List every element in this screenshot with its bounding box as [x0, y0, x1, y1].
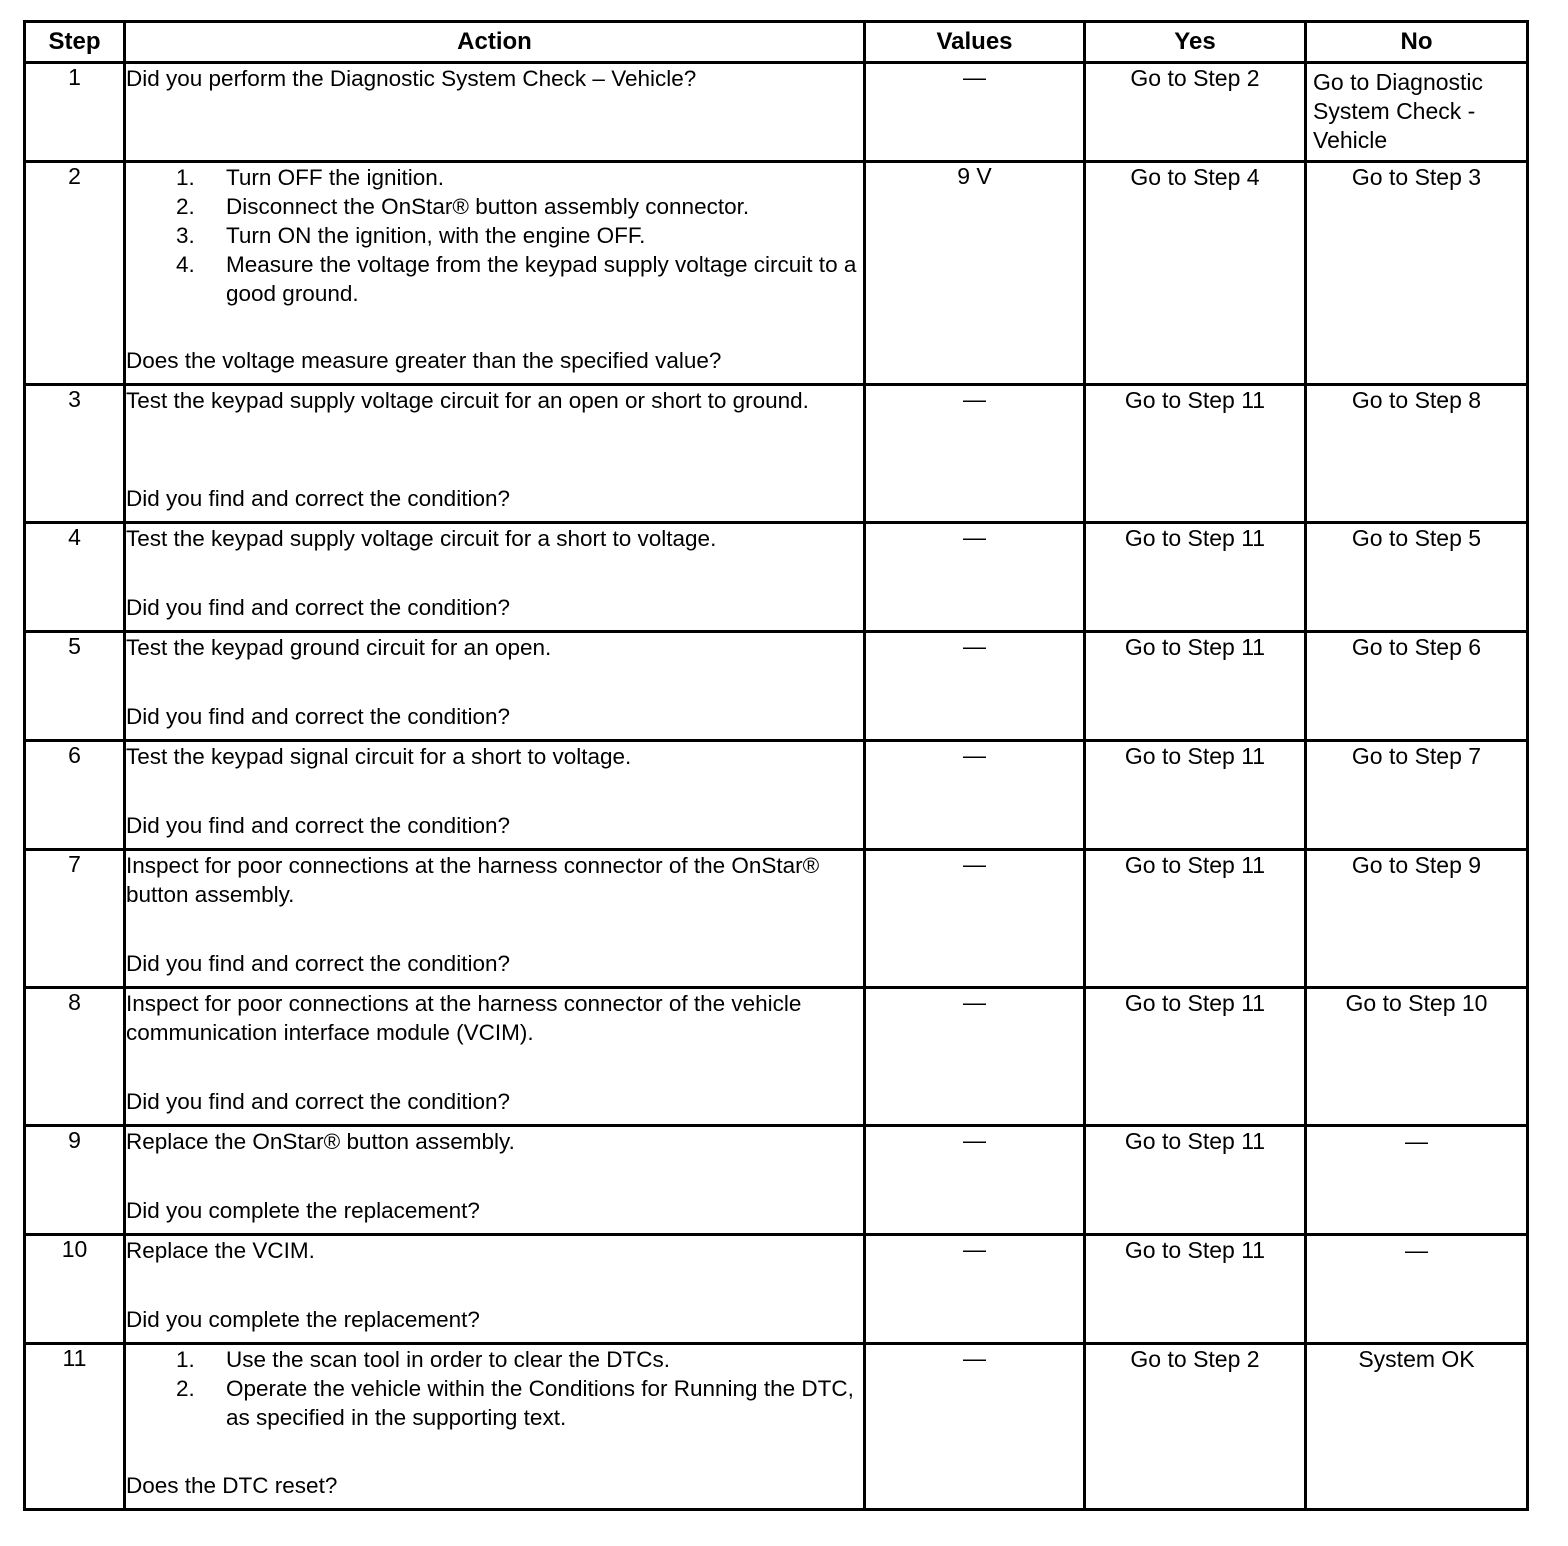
- no-cell: Go to Step 9: [1306, 850, 1528, 988]
- action-cell: [125, 385, 865, 523]
- action-question: Did you complete the replacement?: [126, 1198, 480, 1223]
- header-step: Step: [25, 22, 125, 63]
- action-question: Did you find and correct the condition?: [126, 486, 510, 511]
- table-row: [25, 1126, 1528, 1235]
- yes-cell: Go to Step 4: [1085, 162, 1306, 385]
- header-yes: Yes: [1085, 22, 1306, 63]
- action-cell: [125, 988, 865, 1126]
- action-question: Did you find and correct the condition?: [126, 595, 510, 620]
- table-row: [25, 523, 1528, 632]
- step-number: 6: [25, 741, 125, 850]
- action-cell: [125, 1126, 865, 1235]
- instruction-item: 1. Turn OFF the ignition.: [176, 163, 863, 192]
- yes-cell: Go to Step 11: [1085, 1126, 1306, 1235]
- action-cell: [125, 632, 865, 741]
- action-cell: [125, 1235, 865, 1344]
- yes-cell: Go to Step 11: [1085, 523, 1306, 632]
- step-number: 1: [25, 63, 125, 162]
- value-cell: —: [865, 63, 1085, 162]
- action-text: Test the keypad ground circuit for an open.: [126, 635, 552, 660]
- step-number: 3: [25, 385, 125, 523]
- step-number: 2: [25, 162, 125, 385]
- instruction-item: 3. Turn ON the ignition, with the engine OFF.: [176, 221, 863, 250]
- action-question: Does the DTC reset?: [126, 1473, 338, 1498]
- table-row: [25, 1235, 1528, 1344]
- yes-cell: Go to Step 11: [1085, 988, 1306, 1126]
- no-cell: Go to Step 6: [1306, 632, 1528, 741]
- instruction-item: 2. Operate the vehicle within the Conditions for Running the DTC, as specified in the supporting text.: [176, 1374, 863, 1432]
- value-cell: —: [865, 741, 1085, 850]
- action-cell: [125, 162, 865, 385]
- value-cell: 9 V: [865, 162, 1085, 385]
- value-cell: —: [865, 1126, 1085, 1235]
- instruction-text: Measure the voltage from the keypad supply voltage circuit to a good ground.: [226, 252, 857, 306]
- action-cell: [125, 63, 865, 162]
- value-cell: —: [865, 1235, 1085, 1344]
- header-values: Values: [865, 22, 1085, 63]
- instruction-text: Disconnect the OnStar® button assembly connector.: [226, 194, 750, 219]
- action-cell: [125, 741, 865, 850]
- no-cell: —: [1306, 1235, 1528, 1344]
- yes-cell: Go to Step 11: [1085, 385, 1306, 523]
- action-text: Test the keypad signal circuit for a short to voltage.: [126, 744, 632, 769]
- instruction-text: Use the scan tool in order to clear the DTCs.: [226, 1347, 670, 1372]
- yes-cell: Go to Step 11: [1085, 850, 1306, 988]
- table-row: [25, 162, 1528, 385]
- no-cell: System OK: [1306, 1344, 1528, 1510]
- table-row: [25, 850, 1528, 988]
- step-number: 5: [25, 632, 125, 741]
- instruction-list: [126, 163, 863, 308]
- no-cell: Go to Step 10: [1306, 988, 1528, 1126]
- no-cell: Go to Step 8: [1306, 385, 1528, 523]
- instruction-text: Turn ON the ignition, with the engine OFF.: [226, 223, 646, 248]
- table-row: [25, 1344, 1528, 1510]
- step-number: 9: [25, 1126, 125, 1235]
- action-text: Test the keypad supply voltage circuit for an open or short to ground.: [126, 388, 809, 413]
- step-number: 4: [25, 523, 125, 632]
- step-number: 8: [25, 988, 125, 1126]
- table-row: [25, 988, 1528, 1126]
- action-text: Replace the OnStar® button assembly.: [126, 1129, 515, 1154]
- action-text: Did you perform the Diagnostic System Check – Vehicle?: [126, 66, 697, 91]
- header-row: [25, 22, 1528, 63]
- value-cell: —: [865, 1344, 1085, 1510]
- no-cell: Go to Step 5: [1306, 523, 1528, 632]
- action-text: Replace the VCIM.: [126, 1238, 315, 1263]
- table-row: [25, 385, 1528, 523]
- no-cell: Go to Diagnostic System Check - Vehicle: [1306, 63, 1528, 162]
- step-number: 10: [25, 1235, 125, 1344]
- step-number: 7: [25, 850, 125, 988]
- action-question: Did you find and correct the condition?: [126, 813, 510, 838]
- action-text: Test the keypad supply voltage circuit for a short to voltage.: [126, 526, 717, 551]
- instruction-item: 4. Measure the voltage from the keypad supply voltage circuit to a good ground.: [176, 250, 863, 308]
- yes-cell: Go to Step 2: [1085, 63, 1306, 162]
- instruction-text: Operate the vehicle within the Conditions for Running the DTC, as specified in the supporting text.: [226, 1376, 854, 1430]
- instruction-list: [126, 1345, 863, 1432]
- value-cell: —: [865, 385, 1085, 523]
- action-question: Did you find and correct the condition?: [126, 1089, 510, 1114]
- instruction-item: 1. Use the scan tool in order to clear the DTCs.: [176, 1345, 863, 1374]
- step-number: 11: [25, 1344, 125, 1510]
- header-action: Action: [125, 22, 865, 63]
- action-text: Inspect for poor connections at the harness connector of the OnStar® button assembly.: [126, 853, 820, 907]
- table-row: [25, 63, 1528, 162]
- table-row: [25, 632, 1528, 741]
- action-text: Inspect for poor connections at the harness connector of the vehicle communication interface module (VCIM).: [126, 991, 802, 1045]
- value-cell: —: [865, 632, 1085, 741]
- action-question: Did you complete the replacement?: [126, 1307, 480, 1332]
- action-question: Did you find and correct the condition?: [126, 951, 510, 976]
- no-cell: Go to Step 3: [1306, 162, 1528, 385]
- value-cell: —: [865, 988, 1085, 1126]
- yes-cell: Go to Step 11: [1085, 741, 1306, 850]
- action-cell: [125, 850, 865, 988]
- value-cell: —: [865, 850, 1085, 988]
- action-cell: [125, 1344, 865, 1510]
- no-cell: —: [1306, 1126, 1528, 1235]
- value-cell: —: [865, 523, 1085, 632]
- action-cell: [125, 523, 865, 632]
- table-row: [25, 741, 1528, 850]
- yes-cell: Go to Step 11: [1085, 632, 1306, 741]
- action-question: Did you find and correct the condition?: [126, 704, 510, 729]
- yes-cell: Go to Step 2: [1085, 1344, 1306, 1510]
- yes-cell: Go to Step 11: [1085, 1235, 1306, 1344]
- action-question: Does the voltage measure greater than the specified value?: [126, 348, 722, 373]
- header-no: No: [1306, 22, 1528, 63]
- instruction-item: 2. Disconnect the OnStar® button assembly connector.: [176, 192, 863, 221]
- diagnostic-table: [23, 20, 1529, 1511]
- instruction-text: Turn OFF the ignition.: [226, 165, 445, 190]
- no-cell: Go to Step 7: [1306, 741, 1528, 850]
